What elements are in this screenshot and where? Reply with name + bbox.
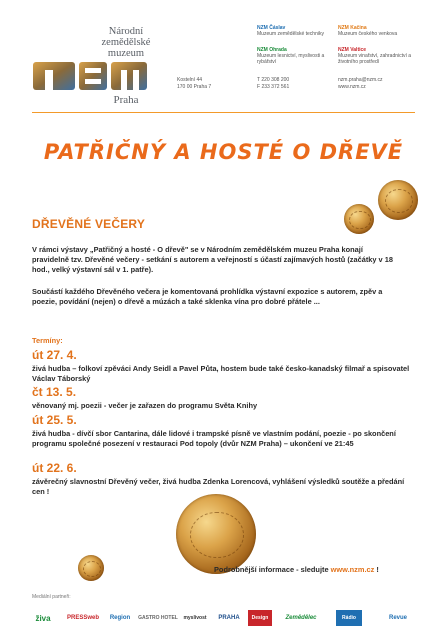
header-divider bbox=[32, 112, 415, 113]
partners-label: Mediální partneři: bbox=[32, 594, 71, 600]
partner-name: myslivost bbox=[183, 615, 207, 621]
museum-name-line-2: zemědělské bbox=[101, 37, 151, 48]
partner-name: PRESSweb bbox=[66, 615, 99, 621]
nzm-logo bbox=[33, 60, 147, 92]
museum-name bbox=[96, 26, 156, 59]
more-info bbox=[214, 565, 379, 574]
partner-logo-gastro-hotel bbox=[140, 610, 176, 626]
branch-ohrada-name: NZM Ohrada bbox=[257, 47, 287, 53]
partner-logo-myslivost bbox=[182, 610, 208, 626]
branch-valtice-desc: Muzeum vinařství, zahradnictví a životního prostředí bbox=[338, 53, 412, 65]
partner-logo-region bbox=[108, 610, 132, 626]
fax: F 233 372 561 bbox=[257, 84, 290, 90]
wood-coin-image-1 bbox=[378, 180, 418, 220]
branch-ohrada bbox=[257, 47, 332, 65]
section-title: DŘEVĚNÉ VEČERY bbox=[32, 217, 146, 231]
branch-kacina-name: NZM Kačina bbox=[338, 25, 367, 31]
branch-kacina bbox=[338, 25, 416, 37]
branch-valtice-name: NZM Valtice bbox=[338, 47, 367, 53]
partner-logo-revue bbox=[382, 610, 414, 626]
phone-fax bbox=[257, 77, 289, 91]
event-4-text: závěrečný slavnostní Dřevěný večer, živá hudba Zdenka Lorencová, vyhlášení výsledků soutěže a předání cen ! bbox=[32, 477, 405, 497]
wood-coin-image-3 bbox=[78, 555, 104, 581]
event-4-date: út 22. 6. bbox=[32, 461, 77, 475]
event-2-text: věnovaný mj. poezii - večer je zařazen do programu Světa Knihy bbox=[32, 401, 258, 410]
intro-paragraph-2: Součástí každého Dřevěného večera je komentovaná prohlídka výstavní expozice s autorem, zpěv a poezie, povídání (nejen) o dřevě a múzách a také sklenka vína pro dobré přátele ... bbox=[32, 287, 383, 307]
partner-name: GASTRO HOTEL bbox=[138, 615, 178, 621]
wood-coin-image-2 bbox=[344, 204, 374, 234]
museum-city: Praha bbox=[113, 94, 139, 106]
partner-logo-ziva bbox=[32, 610, 54, 626]
partner-logo-design bbox=[248, 610, 272, 626]
event-3-text: živá hudba - dívčí sbor Cantarina, dále lidové i trampské písně ve vlastním podání, poezie - po skončení programu společné posezení v restauraci Pod topoly (dvůr NZM Praha) – ukončení ve 21:45 bbox=[32, 429, 396, 449]
event-2-date: čt 13. 5. bbox=[32, 385, 77, 399]
event-1-date: út 27. 4. bbox=[32, 348, 77, 362]
partner-name: Rádio bbox=[342, 615, 356, 621]
branch-valtice bbox=[338, 47, 418, 65]
partner-logo-radio bbox=[336, 610, 362, 626]
branch-caslav-desc: Muzeum zemědělské techniky bbox=[257, 31, 324, 37]
branch-caslav bbox=[257, 25, 332, 37]
contact-web bbox=[338, 77, 383, 91]
event-1-text: živá hudba – folkoví zpěváci Andy Seidl a Pavel Půta, hostem bude také česko-kanadský filmař a spisovatel Václav Táborský bbox=[32, 364, 410, 384]
phone: T 220 308 200 bbox=[257, 77, 290, 83]
wood-coin-image-4 bbox=[176, 494, 256, 574]
partner-name: Design bbox=[251, 615, 269, 621]
partner-logo-pressweb bbox=[66, 610, 100, 626]
address-street: Kostelní 44 bbox=[177, 77, 203, 83]
poster-title: PATŘIČNÝ A HOSTÉ O DŘEVĚ bbox=[43, 140, 404, 164]
partner-name: Revue bbox=[388, 615, 407, 621]
partner-logo-zemedelec bbox=[280, 610, 322, 626]
partner-name: Region bbox=[109, 615, 131, 621]
terms-label: Termíny: bbox=[32, 336, 63, 345]
email[interactable]: nzm.praha@nzm.cz bbox=[338, 77, 383, 83]
more-info-link[interactable]: www.nzm.cz bbox=[330, 565, 375, 574]
museum-name-line-3: muzeum bbox=[107, 48, 145, 59]
partner-name: PRAHA bbox=[218, 615, 240, 621]
branch-caslav-name: NZM Čáslav bbox=[257, 25, 286, 31]
branch-kacina-desc: Muzeum českého venkova bbox=[338, 31, 398, 37]
website[interactable]: www.nzm.cz bbox=[338, 84, 366, 90]
address bbox=[177, 77, 211, 91]
partner-logo-praha bbox=[218, 610, 240, 626]
more-info-end: ! bbox=[376, 565, 379, 574]
partner-name: Zemědělec bbox=[285, 615, 317, 621]
partner-name: živa bbox=[35, 613, 51, 623]
intro-paragraph-1: V rámci výstavy „Patřičný a hosté - O dřevě" se v Národním zemědělském muzeu Praha konají pravidelně tzv. Dřevěné večery - setkání s autorem a veřejností s účastí zajímavých hostů (začátky v 18 hod., velký výstavní sál v 1. patře). bbox=[32, 245, 393, 275]
more-info-text: Podrobnější informace - sledujte bbox=[214, 565, 329, 574]
branch-ohrada-desc: Muzeum lesnictví, myslivosti a rybářství bbox=[257, 53, 325, 65]
address-city: 170 00 Praha 7 bbox=[177, 84, 212, 90]
event-3-date: út 25. 5. bbox=[32, 413, 77, 427]
museum-name-line-1: Národní bbox=[108, 26, 144, 37]
